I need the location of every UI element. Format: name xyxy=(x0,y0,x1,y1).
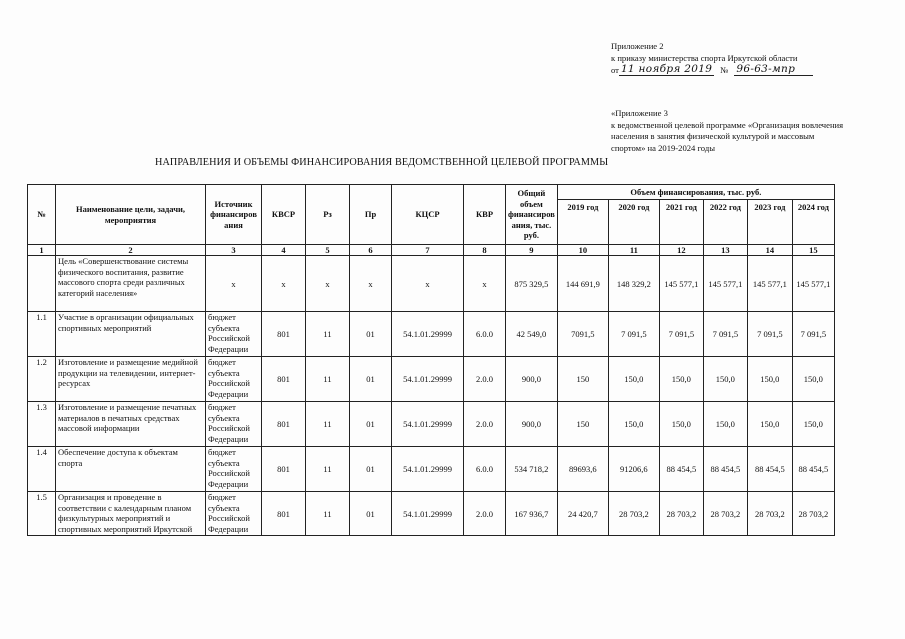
row-no: 1.2 xyxy=(28,357,56,402)
column-number: 3 xyxy=(206,245,262,256)
row-year-value: 28 703,2 xyxy=(608,492,659,536)
header-no: № xyxy=(28,185,56,245)
column-number: 9 xyxy=(506,245,558,256)
row-year-value: 150,0 xyxy=(659,357,703,402)
goal-year-value: 145 577,1 xyxy=(792,256,834,312)
header-year: 2022 год xyxy=(703,200,747,245)
row-year-value: 89693,6 xyxy=(557,447,608,492)
goal-row xyxy=(28,256,835,312)
row-name: Изготовление и размещение медийной продукции на телевидении, интернет-ресурсах xyxy=(56,357,206,402)
row-year-value: 88 454,5 xyxy=(659,447,703,492)
column-number: 5 xyxy=(306,245,350,256)
goal-total: 875 329,5 xyxy=(506,256,558,312)
row-pr: 01 xyxy=(350,357,392,402)
row-year-value: 24 420,7 xyxy=(557,492,608,536)
goal-kcsr: х xyxy=(392,256,464,312)
row-rz: 11 xyxy=(306,447,350,492)
row-kcsr: 54.1.01.29999 xyxy=(392,447,464,492)
row-year-value: 150,0 xyxy=(792,402,834,447)
column-number: 13 xyxy=(703,245,747,256)
row-year-value: 150 xyxy=(557,402,608,447)
header-total: Общий объем финансиров ания, тыс. руб. xyxy=(506,185,558,245)
header-kcsr: КЦСР xyxy=(392,185,464,245)
row-rz: 11 xyxy=(306,402,350,447)
column-number: 12 xyxy=(659,245,703,256)
header-year: 2021 год xyxy=(659,200,703,245)
row-source: бюджет субъекта Российской Федерации xyxy=(206,402,262,447)
column-number: 8 xyxy=(464,245,506,256)
header-kvr: КВР xyxy=(464,185,506,245)
order-reference: к приказу министерства спорта Иркутской области xyxy=(611,53,798,63)
appendix3-header xyxy=(611,108,896,154)
row-kvr: 2.0.0 xyxy=(464,402,506,447)
row-year-value: 150,0 xyxy=(703,357,747,402)
header-source: Источник финансиров ания xyxy=(206,185,262,245)
column-number: 4 xyxy=(262,245,306,256)
row-name: Участие в организации официальных спортивных мероприятий xyxy=(56,312,206,357)
column-number: 7 xyxy=(392,245,464,256)
header-row xyxy=(28,185,835,200)
appendix3-line: населения в занятия физической культурой и массовым xyxy=(611,131,815,141)
table-row xyxy=(28,402,835,447)
goal-name: Цель «Совершенствование системы физического воспитания, развитие массового спорта среди различных категорий населения» xyxy=(56,256,206,312)
row-total: 167 936,7 xyxy=(506,492,558,536)
row-year-value: 150,0 xyxy=(747,357,792,402)
order-date-line xyxy=(611,64,896,76)
column-number: 2 xyxy=(56,245,206,256)
appendix-number: Приложение 2 xyxy=(611,41,664,51)
table-row xyxy=(28,447,835,492)
row-kvsr: 801 xyxy=(262,357,306,402)
row-kcsr: 54.1.01.29999 xyxy=(392,312,464,357)
row-total: 534 718,2 xyxy=(506,447,558,492)
column-number: 11 xyxy=(608,245,659,256)
row-year-value: 150,0 xyxy=(608,402,659,447)
row-pr: 01 xyxy=(350,402,392,447)
row-kcsr: 54.1.01.29999 xyxy=(392,402,464,447)
row-no: 1.5 xyxy=(28,492,56,536)
row-kvr: 2.0.0 xyxy=(464,357,506,402)
order-date: 11 ноября 2019 xyxy=(620,63,713,75)
row-year-value: 28 703,2 xyxy=(703,492,747,536)
row-year-value: 7091,5 xyxy=(557,312,608,357)
row-no: 1.3 xyxy=(28,402,56,447)
row-year-value: 7 091,5 xyxy=(659,312,703,357)
row-year-value: 91206,6 xyxy=(608,447,659,492)
goal-year-value: 145 577,1 xyxy=(659,256,703,312)
row-source: бюджет субъекта Российской Федерации xyxy=(206,357,262,402)
row-total: 900,0 xyxy=(506,357,558,402)
row-source: бюджет субъекта Российской Федерации xyxy=(206,312,262,357)
row-year-value: 150,0 xyxy=(792,357,834,402)
row-total: 900,0 xyxy=(506,402,558,447)
table-row xyxy=(28,312,835,357)
header-kvsr: КВСР xyxy=(262,185,306,245)
row-kvsr: 801 xyxy=(262,447,306,492)
row-name: Обеспечение доступа к объектам спорта xyxy=(56,447,206,492)
row-year-value: 88 454,5 xyxy=(703,447,747,492)
row-name xyxy=(56,492,206,536)
goal-year-value: 144 691,9 xyxy=(557,256,608,312)
header-rz: Рз xyxy=(306,185,350,245)
row-year-value: 150,0 xyxy=(703,402,747,447)
row-kvsr: 801 xyxy=(262,492,306,536)
row-year-value: 7 091,5 xyxy=(792,312,834,357)
row-kcsr: 54.1.01.29999 xyxy=(392,492,464,536)
table-row xyxy=(28,357,835,402)
goal-year-value: 145 577,1 xyxy=(747,256,792,312)
row-total: 42 549,0 xyxy=(506,312,558,357)
header-volume: Объем финансирования, тыс. руб. xyxy=(557,185,834,200)
column-numbers-row xyxy=(28,245,835,256)
row-year-value: 88 454,5 xyxy=(792,447,834,492)
goal-source: х xyxy=(206,256,262,312)
row-pr: 01 xyxy=(350,447,392,492)
row-year-value: 150 xyxy=(557,357,608,402)
row-kvsr: 801 xyxy=(262,312,306,357)
row-year-value: 28 703,2 xyxy=(747,492,792,536)
row-year-value: 28 703,2 xyxy=(659,492,703,536)
row-no: 1.1 xyxy=(28,312,56,357)
financing-table xyxy=(27,184,835,536)
row-year-value: 88 454,5 xyxy=(747,447,792,492)
column-number: 1 xyxy=(28,245,56,256)
row-pr: 01 xyxy=(350,312,392,357)
column-number: 6 xyxy=(350,245,392,256)
row-rz: 11 xyxy=(306,312,350,357)
row-source: бюджет субъекта Российской Федерации xyxy=(206,447,262,492)
column-number: 14 xyxy=(747,245,792,256)
order-prefix: от xyxy=(611,65,619,75)
row-year-value: 150,0 xyxy=(659,402,703,447)
header-pr: Пр xyxy=(350,185,392,245)
row-year-value: 7 091,5 xyxy=(703,312,747,357)
order-number-label: № xyxy=(720,65,729,75)
row-year-value: 7 091,5 xyxy=(747,312,792,357)
goal-no xyxy=(28,256,56,312)
goal-rz: х xyxy=(306,256,350,312)
row-name: Изготовление и размещение печатных материалов в печатных средствах массовой информации xyxy=(56,402,206,447)
row-year-value: 7 091,5 xyxy=(608,312,659,357)
goal-pr: х xyxy=(350,256,392,312)
row-year-value: 28 703,2 xyxy=(792,492,834,536)
order-number: 96-63-мпр xyxy=(734,64,813,76)
row-year-value: 150,0 xyxy=(608,357,659,402)
row-kvr: 2.0.0 xyxy=(464,492,506,536)
column-number: 15 xyxy=(792,245,834,256)
row-name-text: Организация и проведение в соответствии с календарным планом физкультурных мероприятий и спортивных мероприятий Иркутской xyxy=(58,492,193,534)
header-year: 2020 год xyxy=(608,200,659,245)
header-name: Наименование цели, задачи, мероприятия xyxy=(56,185,206,245)
row-rz: 11 xyxy=(306,357,350,402)
row-rz: 11 xyxy=(306,492,350,536)
column-number: 10 xyxy=(557,245,608,256)
goal-year-value: 148 329,2 xyxy=(608,256,659,312)
row-kcsr: 54.1.01.29999 xyxy=(392,357,464,402)
header-year: 2024 год xyxy=(792,200,834,245)
goal-kvr: х xyxy=(464,256,506,312)
row-kvsr: 801 xyxy=(262,402,306,447)
table-row xyxy=(28,492,835,536)
row-kvr: 6.0.0 xyxy=(464,312,506,357)
row-no: 1.4 xyxy=(28,447,56,492)
row-pr: 01 xyxy=(350,492,392,536)
appendix3-line: «Приложение 3 xyxy=(611,108,668,118)
row-year-value: 150,0 xyxy=(747,402,792,447)
header-year: 2019 год xyxy=(557,200,608,245)
row-source: бюджет субъекта Российской Федерации xyxy=(206,492,262,536)
appendix3-line: спортом» на 2019-2024 годы xyxy=(611,142,716,153)
goal-year-value: 145 577,1 xyxy=(703,256,747,312)
appendix-header xyxy=(611,40,896,76)
header-year: 2023 год xyxy=(747,200,792,245)
page-title: НАПРАВЛЕНИЯ И ОБЪЕМЫ ФИНАНСИРОВАНИЯ ВЕДОМСТВЕННОЙ ЦЕЛЕВОЙ ПРОГРАММЫ xyxy=(155,157,609,168)
goal-kvsr: х xyxy=(262,256,306,312)
row-kvr: 6.0.0 xyxy=(464,447,506,492)
appendix3-line: к ведомственной целевой программе «Организация вовлечения xyxy=(611,119,844,130)
